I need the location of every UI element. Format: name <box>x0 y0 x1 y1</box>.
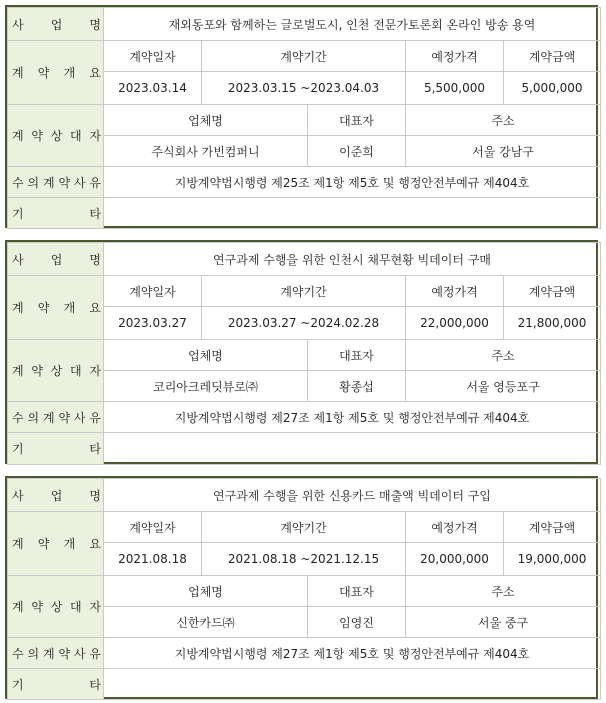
contract-amount: 19,000,000 <box>504 543 601 576</box>
contract-overview-label: 계 약 개 요 <box>8 512 104 576</box>
etc-label: 기 타 <box>8 669 104 700</box>
estimated-price-header: 예정가격 <box>406 512 504 543</box>
etc-label: 기 타 <box>8 198 104 229</box>
private-reason: 지방계약법시행령 제27조 제1항 제5호 및 행정안전부예규 제404호 <box>104 402 601 433</box>
company-name: 신한카드㈜ <box>104 607 308 638</box>
representative: 황종섭 <box>308 371 406 402</box>
private-reason-label: 수 의 계 약 사 유 <box>8 638 104 669</box>
address-header: 주소 <box>406 340 601 371</box>
representative: 이준희 <box>308 136 406 167</box>
contract-table <box>7 478 601 700</box>
etc-value <box>104 198 601 229</box>
project-name: 연구과제 수행을 위한 신용카드 매출액 빅데이터 구입 <box>104 479 601 512</box>
address: 서울 영등포구 <box>406 371 601 402</box>
contract-overview-label: 계 약 개 요 <box>8 41 104 105</box>
representative-header: 대표자 <box>308 105 406 136</box>
contract-table <box>7 7 601 229</box>
contract-date: 2023.03.14 <box>104 72 202 105</box>
contract-period-header: 계약기간 <box>202 512 406 543</box>
address-header: 주소 <box>406 576 601 607</box>
private-reason: 지방계약법시행령 제27조 제1항 제5호 및 행정안전부예규 제404호 <box>104 638 601 669</box>
contract-period: 2021.08.18 ~2021.12.15 <box>202 543 406 576</box>
contract-amount: 21,800,000 <box>504 307 601 340</box>
etc-value <box>104 669 601 700</box>
contract-party-label: 계 약 상 대 자 <box>8 576 104 638</box>
contract-date-header: 계약일자 <box>104 276 202 307</box>
contract-date-header: 계약일자 <box>104 41 202 72</box>
project-name-label: 사 업 명 <box>8 243 104 276</box>
contract-record-3 <box>5 476 598 699</box>
estimated-price-header: 예정가격 <box>406 41 504 72</box>
private-reason-label: 수 의 계 약 사 유 <box>8 167 104 198</box>
contract-table <box>7 242 601 465</box>
contract-amount: 5,000,000 <box>504 72 601 105</box>
company-name: 코리아크레딧뷰로㈜ <box>104 371 308 402</box>
estimated-price-header: 예정가격 <box>406 276 504 307</box>
address: 서울 강남구 <box>406 136 601 167</box>
contract-amount-header: 계약금액 <box>504 41 601 72</box>
contract-overview-label: 계 약 개 요 <box>8 276 104 340</box>
contract-amount-header: 계약금액 <box>504 512 601 543</box>
private-reason: 지방계약법시행령 제25조 제1항 제5호 및 행정안전부예규 제404호 <box>104 167 601 198</box>
address: 서울 중구 <box>406 607 601 638</box>
project-name: 연구과제 수행을 위한 인천시 채무현황 빅데이터 구매 <box>104 243 601 276</box>
representative-header: 대표자 <box>308 576 406 607</box>
project-name-label: 사 업 명 <box>8 8 104 41</box>
company-header: 업체명 <box>104 576 308 607</box>
contract-record-1 <box>5 5 598 228</box>
contract-period: 2023.03.27 ~2024.02.28 <box>202 307 406 340</box>
contract-period-header: 계약기간 <box>202 276 406 307</box>
company-name: 주식회사 가빈컴퍼니 <box>104 136 308 167</box>
address-header: 주소 <box>406 105 601 136</box>
company-header: 업체명 <box>104 340 308 371</box>
private-reason-label: 수 의 계 약 사 유 <box>8 402 104 433</box>
estimated-price: 22,000,000 <box>406 307 504 340</box>
contract-date: 2021.08.18 <box>104 543 202 576</box>
project-name-label: 사 업 명 <box>8 479 104 512</box>
estimated-price: 20,000,000 <box>406 543 504 576</box>
project-name: 재외동포와 함께하는 글로벌도시, 인천 전문가토론회 온라인 방송 용역 <box>104 8 601 41</box>
etc-value <box>104 433 601 465</box>
company-header: 업체명 <box>104 105 308 136</box>
contract-period: 2023.03.15 ~2023.04.03 <box>202 72 406 105</box>
etc-label: 기 타 <box>8 433 104 465</box>
contract-period-header: 계약기간 <box>202 41 406 72</box>
representative: 임영진 <box>308 607 406 638</box>
contract-amount-header: 계약금액 <box>504 276 601 307</box>
estimated-price: 5,500,000 <box>406 72 504 105</box>
contract-date-header: 계약일자 <box>104 512 202 543</box>
contract-record-2 <box>5 240 598 464</box>
contract-party-label: 계 약 상 대 자 <box>8 340 104 402</box>
contract-date: 2023.03.27 <box>104 307 202 340</box>
representative-header: 대표자 <box>308 340 406 371</box>
contract-party-label: 계 약 상 대 자 <box>8 105 104 167</box>
